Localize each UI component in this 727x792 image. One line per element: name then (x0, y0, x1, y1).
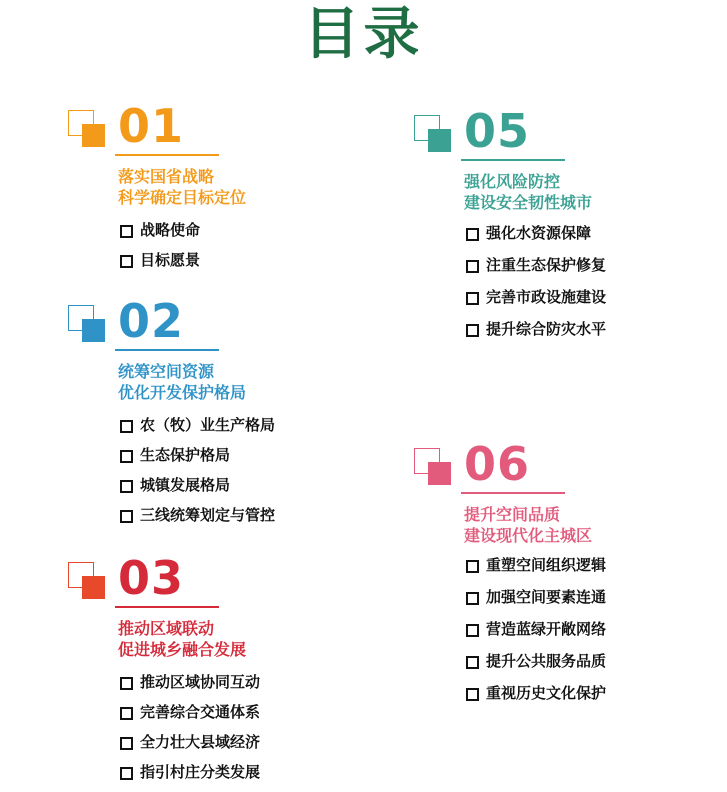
item-list (118, 672, 260, 792)
subtitle-line-2: 建设现代化主城区 (464, 526, 593, 545)
section-subtitle (464, 504, 592, 546)
checkbox-icon (120, 450, 133, 463)
item-list (118, 415, 275, 535)
page-title: 目录 (303, 2, 424, 67)
list-item[interactable]: 农（牧）业生产格局 (118, 415, 275, 445)
checkbox-icon (120, 737, 133, 750)
divider (461, 492, 565, 494)
subtitle-line-2: 科学确定目标定位 (118, 188, 247, 207)
list-item[interactable]: 营造蓝绿开敞网络 (464, 619, 606, 651)
subtitle-line-1: 统筹空间资源 (118, 362, 215, 381)
subtitle-line-1: 推动区域联动 (118, 619, 215, 638)
checkbox-icon (466, 324, 479, 337)
list-item[interactable]: 强化水资源保障 (464, 223, 606, 255)
subtitle-line-1: 强化风险防控 (464, 172, 561, 191)
checkbox-icon (466, 592, 479, 605)
checkbox-icon (466, 260, 479, 273)
section-number: 01 (118, 99, 185, 153)
list-item[interactable]: 完善综合交通体系 (118, 702, 260, 732)
list-item[interactable]: 完善市政设施建设 (464, 287, 606, 319)
list-item[interactable]: 目标愿景 (118, 250, 200, 280)
section-marker-icon (68, 562, 108, 602)
checkbox-icon (466, 228, 479, 241)
checkbox-icon (466, 292, 479, 305)
checkbox-icon (120, 767, 133, 780)
subtitle-line-1: 提升空间品质 (464, 505, 561, 524)
list-item[interactable]: 生态保护格局 (118, 445, 275, 475)
subtitle-line-2: 促进城乡融合发展 (118, 640, 247, 659)
checkbox-icon (120, 677, 133, 690)
section-marker-icon (414, 115, 454, 155)
section-number: 05 (464, 104, 531, 158)
section-subtitle (118, 618, 246, 660)
checkbox-icon (120, 510, 133, 523)
section-subtitle (118, 166, 246, 208)
section-number: 03 (118, 551, 185, 605)
item-list (118, 220, 200, 280)
checkbox-icon (120, 255, 133, 268)
section-subtitle (118, 361, 246, 403)
checkbox-icon (120, 707, 133, 720)
checkbox-icon (120, 225, 133, 238)
checkbox-icon (466, 656, 479, 669)
list-item[interactable]: 三线统筹划定与管控 (118, 505, 275, 535)
divider (115, 349, 219, 351)
checkbox-icon (466, 688, 479, 701)
divider (115, 606, 219, 608)
subtitle-line-1: 落实国省战略 (118, 167, 215, 186)
list-item[interactable]: 提升公共服务品质 (464, 651, 606, 683)
section-subtitle (464, 171, 592, 213)
section-marker-icon (414, 448, 454, 488)
list-item[interactable]: 重塑空间组织逻辑 (464, 555, 606, 587)
list-item[interactable]: 注重生态保护修复 (464, 255, 606, 287)
checkbox-icon (120, 480, 133, 493)
section-marker-icon (68, 305, 108, 345)
item-list (464, 555, 606, 715)
list-item[interactable]: 提升综合防灾水平 (464, 319, 606, 351)
section-number: 02 (118, 294, 185, 348)
checkbox-icon (120, 420, 133, 433)
section-number: 06 (464, 437, 531, 491)
list-item[interactable]: 战略使命 (118, 220, 200, 250)
section-marker-icon (68, 110, 108, 150)
list-item[interactable]: 重视历史文化保护 (464, 683, 606, 715)
divider (115, 154, 219, 156)
checkbox-icon (466, 560, 479, 573)
list-item[interactable]: 全力壮大县域经济 (118, 732, 260, 762)
list-item[interactable]: 加强空间要素连通 (464, 587, 606, 619)
list-item[interactable]: 城镇发展格局 (118, 475, 275, 505)
subtitle-line-2: 优化开发保护格局 (118, 383, 247, 402)
checkbox-icon (466, 624, 479, 637)
list-item[interactable]: 指引村庄分类发展 (118, 762, 260, 792)
item-list (464, 223, 606, 351)
list-item[interactable]: 推动区域协同互动 (118, 672, 260, 702)
subtitle-line-2: 建设安全韧性城市 (464, 193, 593, 212)
divider (461, 159, 565, 161)
